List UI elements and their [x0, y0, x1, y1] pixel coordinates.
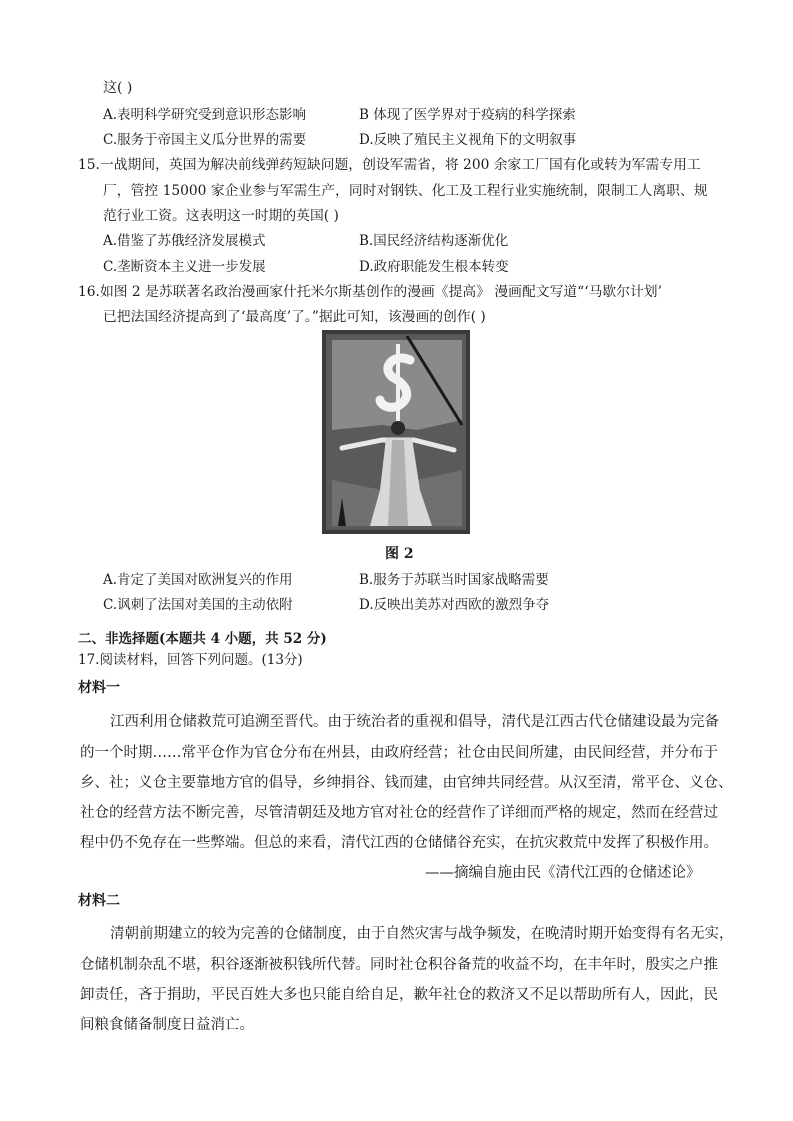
material1-line-2: 的一个时期……常平仓作为官仓分布在州县，由政府经营；社仓由民间所建，由民间经营，并分布于	[80, 745, 718, 761]
q14-stem-tail: 这( )	[103, 80, 133, 96]
q15-option-b: B.国民经济结构逐渐优化	[359, 233, 509, 249]
q14-option-c: C.服务于帝国主义瓜分世界的需要	[103, 132, 307, 148]
material1-line-4: 社仓的经营方法不断完善，尽管清朝廷及地方官对社仓的经营作了详细而严格的规定，然而在经营过	[80, 805, 718, 821]
q14-option-b: B 体现了医学界对于疫病的科学探索	[359, 107, 576, 123]
cartoon-drawing	[322, 330, 470, 534]
q15-option-c: C.垄断资本主义进一步发展	[103, 259, 266, 275]
q15-option-d: D.政府职能发生根本转变	[359, 259, 509, 275]
material1-line-3: 乡、社；义仓主要靠地方官的倡导，乡绅捐谷、钱而建，由官绅共同经营。从汉至清，常平仓、义仓、	[80, 775, 733, 791]
q15-option-a: A.借鉴了苏俄经济发展模式	[103, 233, 266, 249]
q16-option-d: D.反映出美苏对西欧的激烈争夺	[359, 597, 550, 613]
material2-line-2: 仓储机制杂乱不堪，积谷逐渐被积钱所代替。同时社仓积谷备荒的收益不均，在丰年时，殷实之户推	[80, 957, 718, 973]
material2-title: 材料二	[78, 893, 120, 909]
figure-caption: 图 2	[385, 546, 414, 562]
material2-line-4: 间粮食储备制度日益消亡。	[80, 1017, 254, 1033]
cartoon-image	[322, 330, 470, 534]
material1-line-5: 程中仍不免存在一些弊端。但总的来看，清代江西的仓储储谷充实，在抗灾救荒中发挥了积极作用。	[80, 835, 718, 851]
q16-option-b: B.服务于苏联当时国家战略需要	[359, 572, 549, 588]
q16-option-a: A.肯定了美国对欧洲复兴的作用	[103, 572, 293, 588]
q16-option-c: C.讽刺了法国对美国的主动依附	[103, 597, 293, 613]
material1-title: 材料一	[78, 680, 120, 696]
material2-line-1: 清朝前期建立的较为完善的仓储制度，由于自然灾害与战争频发，在晚清时期开始变得有名无实，	[110, 926, 734, 942]
material2-line-3: 卸责任，吝于捐助，平民百姓大多也只能自给自足，歉年社仓的救济又不足以帮助所有人，因此，民	[80, 987, 718, 1003]
q16-stem-line-1: 16.如图 2 是苏联著名政治漫画家什托米尔斯基创作的漫画《提高》 漫画配文写道“‘马歇尔计划’	[78, 284, 662, 300]
q14-option-d: D.反映了殖民主义视角下的文明叙事	[359, 132, 577, 148]
section-heading: 二、非选择题(本题共 4 小题，共 52 分)	[78, 631, 327, 647]
q14-option-a: A.表明科学研究受到意识形态影响	[103, 107, 307, 123]
q15-stem-line-2: 厂，管控 15000 家企业参与军需生产，同时对钢铁、化工及工程行业实施统制，限制工人离职、规	[103, 183, 708, 199]
q15-stem-line-3: 范行业工资。这表明这一时期的英国( )	[103, 208, 339, 224]
q15-stem-line-1: 15.一战期间，英国为解决前线弹药短缺问题，创设军需省，将 200 余家工厂国有化或转为军需专用工	[78, 157, 701, 173]
material1-source: ——摘编自施由民《清代江西的仓储述论》	[425, 865, 701, 881]
q16-stem-line-2: 已把法国经济提高到了‘最高度’了。”据此可知，该漫画的创作( )	[103, 309, 486, 325]
q17-stem: 17.阅读材料，回答下列问题。(13分)	[78, 652, 303, 668]
material1-line-1: 江西利用仓储救荒可追溯至晋代。由于统治者的重视和倡导，清代是江西古代仓储建设最为完备	[110, 714, 719, 730]
